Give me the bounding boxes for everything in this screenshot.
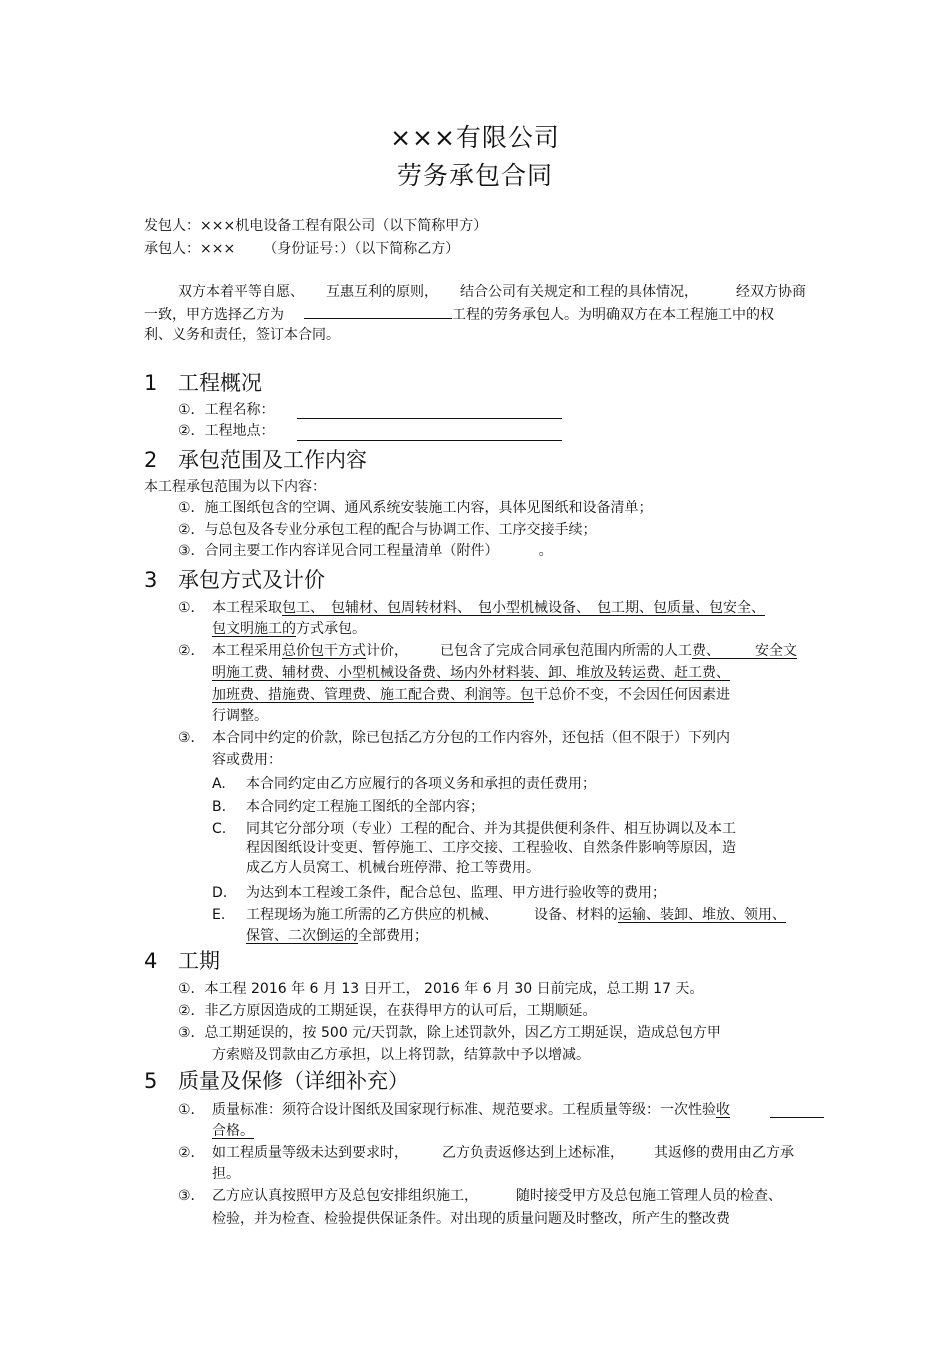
intro-text: 工程的劳务承包人。为明确双方在本工程施工中的权 [452,307,774,323]
project-blank [304,304,452,319]
pricing-text-underlined: 费、 安全文 [692,643,797,659]
fee-text-underlined: 保管、二次倒运的 [246,928,358,944]
pricing-text: 方式承包。 [296,621,366,637]
item-marker: ②． [178,643,205,659]
section-3-heading [144,567,325,593]
quality-text: 乙方负责返修达到上述标准， [442,1145,624,1161]
quality-text-underlined: 收 [716,1102,730,1118]
quality-blank [770,1117,824,1118]
fee-item-c-line-1 [212,819,736,839]
fee-text: 为达到本工程竣工条件，配合总包、监理、甲方进行验收等的费用； [246,885,666,901]
fee-item-c-line-3: 成乙方人员窝工、机械台班停滞、抢工等费用。 [246,860,540,876]
pricing-text: 已包含了完成合同承包范围内所需的人工 [440,643,692,659]
quality-text: 质量标准：须符合设计图纸及国家现行标准、规范要求。工程质量等级：一次性验 [212,1102,716,1118]
pricing-text: 本工程采用 [212,643,282,659]
fee-text: 本合同约定工程施工图纸的全部内容； [246,799,484,815]
schedule-item-3-line-2: 方索赔及罚款由乙方承担，以上将罚款，结算款中予以增减。 [212,1047,590,1063]
intro-text: 双方本着平等自愿、 [178,284,304,300]
intro-text: 一致，甲方选择乙方为 [144,307,284,323]
subcontractor-id: （身份证号：）（以下简称乙方） [263,241,460,257]
fee-text: 同其它分部分项（专业）工程的配合、并为其提供便利条件、相互协调以及本工 [246,821,736,837]
quality-item-1-line-2: 合格。 [212,1123,254,1139]
quality-item-3-line-1 [178,1186,782,1206]
quality-item-1-line-1 [178,1100,730,1120]
pricing-text-underlined: 包文明施工的 [212,621,296,637]
quality-item-2-line-1 [178,1143,794,1163]
intro-line-2 [144,304,774,325]
project-location-blank [297,440,562,441]
section-number: 1 [144,371,158,395]
pricing-item-3-line-2: 容或费用： [212,752,282,768]
fee-item-b [212,797,484,817]
pricing-text-underlined: 总价包干方式 [282,643,366,659]
item-marker: ③． [178,730,205,746]
intro-text: 经双方协商 [736,284,806,300]
fee-item-a [212,774,596,794]
scope-item-3 [178,541,553,561]
subcontractor-line [144,239,459,259]
fee-item-c-line-2: 程因图纸设计变更、暂停施工、工序交接、工程验收、自然条件影响等原因，造 [246,840,736,856]
fee-text: 全部费用； [358,928,428,944]
company-title: ×××有限公司 [390,123,560,152]
fee-item-e-line-2 [246,926,428,946]
document-title: 劳务承包合同 [396,161,553,190]
pricing-item-1-line-2 [212,619,366,639]
quality-text: 如工程质量等级未达到要求时， [212,1145,408,1161]
section-4-heading [144,948,220,974]
item-marker: ①． [178,600,205,616]
fee-text: 设备、材料的 [534,907,618,923]
section-2-heading [144,447,367,473]
pricing-text: 本合同中约定的价款，除已包括乙方分包的工作内容外，还包括（但不限于）下列内 [212,730,730,746]
intro-text: 结合公司有关规定和工程的具体情况， [460,284,698,300]
item-marker: E. [212,907,226,923]
pricing-item-3-line-1 [178,728,730,748]
item-marker: B. [212,799,227,815]
scope-text: ③．合同主要工作内容详见合同工程量清单（附件） [178,543,499,559]
quality-text: 乙方应认真按照甲方及总包安排组织施工， [212,1188,478,1204]
subcontractor-name: 承包人：××× [144,241,236,257]
section-title: 承包方式及计价 [178,568,325,592]
section-number: 2 [144,448,158,472]
section-number: 5 [144,1069,158,1093]
section-title: 质量及保修（详细补充） [178,1069,409,1093]
quality-text: 其返修的费用由乙方承 [654,1145,794,1161]
intro-text: 互惠互利的原则， [326,284,438,300]
section-title: 工期 [178,949,220,973]
item-marker: ①． [178,1102,205,1118]
scope-item-1: ①．施工图纸包含的空调、通风系统安装施工内容，具体见图纸和设备清单； [178,500,653,516]
section-1-heading [144,370,262,396]
section-number: 3 [144,568,158,592]
project-name-label: ①．工程名称： [178,402,275,418]
item-marker: A. [212,776,226,792]
schedule-item-1: ①．本工程 2016 年 6 月 13 日开工， 2016 年 6 月 30 日前完成，总工期 17 天。 [178,981,704,997]
section-title: 工程概况 [178,371,262,395]
item-marker: ③． [178,1188,205,1204]
scope-lead: 本工程承包范围为以下内容： [144,479,326,495]
quality-text: 随时接受甲方及总包施工管理人员的检查、 [516,1188,782,1204]
pricing-text: 干总价不变，不会因任何因素进 [534,687,730,703]
item-marker: C. [212,821,227,837]
item-marker: D. [212,885,228,901]
project-location-label: ②．工程地点： [178,423,275,439]
contractor-line: 发包人：×××机电设备工程有限公司（以下简称甲方） [144,218,488,234]
section-number: 4 [144,949,158,973]
pricing-item-2-line-1 [178,641,797,661]
pricing-item-2-line-3 [212,685,730,705]
fee-item-e-line-1 [212,905,786,925]
intro-line-1 [178,282,806,302]
fee-item-d [212,883,666,903]
scope-item-2: ②．与总包及各专业分承包工程的配合与协调工作、工序交接手续； [178,522,597,538]
pricing-text-underlined: 加班费、措施费、管理费、施工配合费、利润等。包 [212,687,534,703]
item-marker: ②． [178,1145,205,1161]
section-title: 承包范围及工作内容 [178,448,367,472]
project-name-blank [297,418,562,419]
pricing-text: 本工程采取 [212,600,282,616]
pricing-item-2-line-2: 明施工费、辅材费、小型机械设备费、场内外材料装、卸、堆放及转运费、赶工费、 [212,665,730,681]
pricing-item-1-line-1 [178,598,765,618]
fee-text: 工程现场为施工所需的乙方供应的机械、 [246,907,498,923]
pricing-text-underlined: 包工、 包辅材、包周转材料、 包小型机械设备、 包工期、包质量、包安全、 [282,600,765,616]
fee-text: 本合同约定由乙方应履行的各项义务和承担的责任费用； [246,776,596,792]
fee-text-underlined: 运输、装卸、堆放、领用、 [618,907,786,923]
quality-item-2-line-2: 担。 [212,1166,240,1182]
intro-line-3: 利、义务和责任，签订本合同。 [144,327,340,343]
pricing-item-2-line-4: 行调整。 [212,708,268,724]
section-5-heading [144,1068,409,1094]
pricing-text: 计价， [366,643,408,659]
scope-text: 。 [538,543,553,559]
schedule-item-2: ②．非乙方原因造成的工期延误，在获得甲方的认可后，工期顺延。 [178,1003,597,1019]
schedule-item-3-line-1: ③．总工期延误的，按 500 元/天罚款，除上述罚款外，因乙方工期延误，造成总包方甲 [178,1025,721,1041]
quality-item-3-line-2: 检验，并为检查、检验提供保证条件。对出现的质量问题及时整改，所产生的整改费 [212,1211,730,1227]
